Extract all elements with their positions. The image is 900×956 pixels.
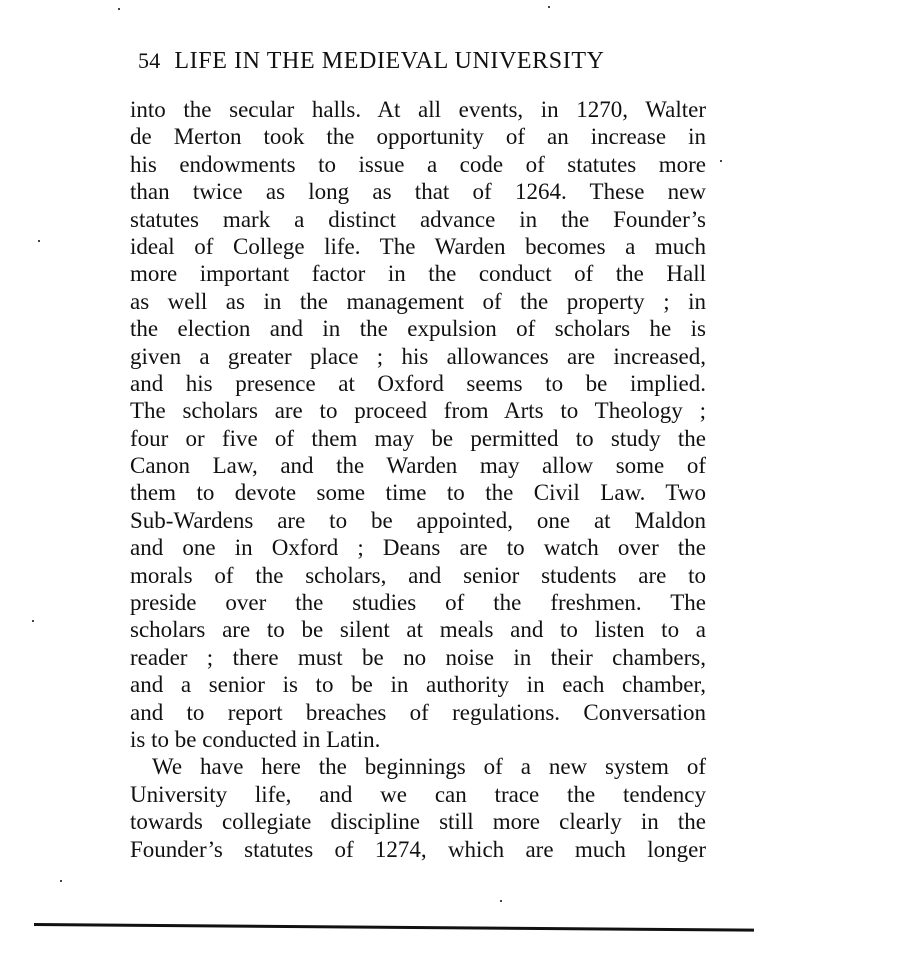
text-line: into the secular halls. At all events, in 1270, Walter: [130, 97, 706, 122]
text-line: de Merton took the opportunity of an increase in: [130, 124, 706, 150]
page-header: [138, 48, 698, 80]
text-line: University life, and we can trace the tendency: [130, 781, 706, 807]
text-line: towards collegiate discipline still more clearly in the: [130, 809, 706, 835]
text-line: Founder’s statutes of 1274, which are much longer: [130, 836, 706, 862]
text-line: preside over the studies of the freshmen. The: [130, 590, 706, 616]
text-line: scholars are to be silent at meals and to listen to a: [130, 617, 706, 643]
text-line: more important factor in the conduct of the Hall: [130, 261, 706, 287]
text-line: and a senior is to be in authority in each chamber,: [130, 672, 706, 698]
text-line: is to be conducted in Latin.: [130, 726, 381, 752]
text-line: morals of the scholars, and senior students are to: [130, 562, 706, 588]
scan-speck: [500, 900, 502, 902]
text-line: Sub-Wardens are to be appointed, one at Maldon: [130, 507, 706, 533]
text-line-paragraph-start: We have here the beginnings of a new system of: [152, 754, 706, 780]
text-line: four or five of them may be permitted to study the: [130, 425, 706, 451]
text-line: and his presence at Oxford seems to be implied.: [130, 370, 706, 396]
bottom-rule-line: [34, 923, 754, 932]
text-line: his endowments to issue a code of statutes more: [130, 151, 706, 177]
scan-speck: [32, 620, 34, 622]
text-line: reader ; there must be no noise in their chambers,: [130, 644, 706, 670]
text-line: and to report breaches of regulations. Conversation: [130, 699, 706, 725]
text-line: the election and in the expulsion of scholars he is: [130, 316, 706, 342]
text-line: them to devote some time to the Civil Law. Two: [130, 480, 706, 506]
scan-speck: [38, 240, 40, 242]
scan-speck: [720, 160, 722, 162]
scan-speck: [60, 880, 62, 882]
text-line: as well as in the management of the property ; in: [130, 288, 706, 314]
text-line: and one in Oxford ; Deans are to watch over the: [130, 535, 706, 561]
text-line: than twice as long as that of 1264. These new: [130, 179, 706, 205]
running-title: LIFE IN THE MEDIEVAL UNIVERSITY: [174, 48, 605, 74]
page-number: 54: [138, 48, 161, 73]
body-text: [130, 96, 706, 863]
scan-speck: [118, 8, 120, 10]
text-line: Canon Law, and the Warden may allow some of: [130, 453, 706, 479]
text-line: ideal of College life. The Warden becomes a much: [130, 233, 706, 259]
text-line: statutes mark a distinct advance in the Founder’s: [130, 206, 706, 232]
text-line: given a greater place ; his allowances are increased,: [130, 343, 706, 369]
text-line: The scholars are to proceed from Arts to Theology ;: [130, 398, 706, 424]
scan-speck: [548, 6, 550, 8]
